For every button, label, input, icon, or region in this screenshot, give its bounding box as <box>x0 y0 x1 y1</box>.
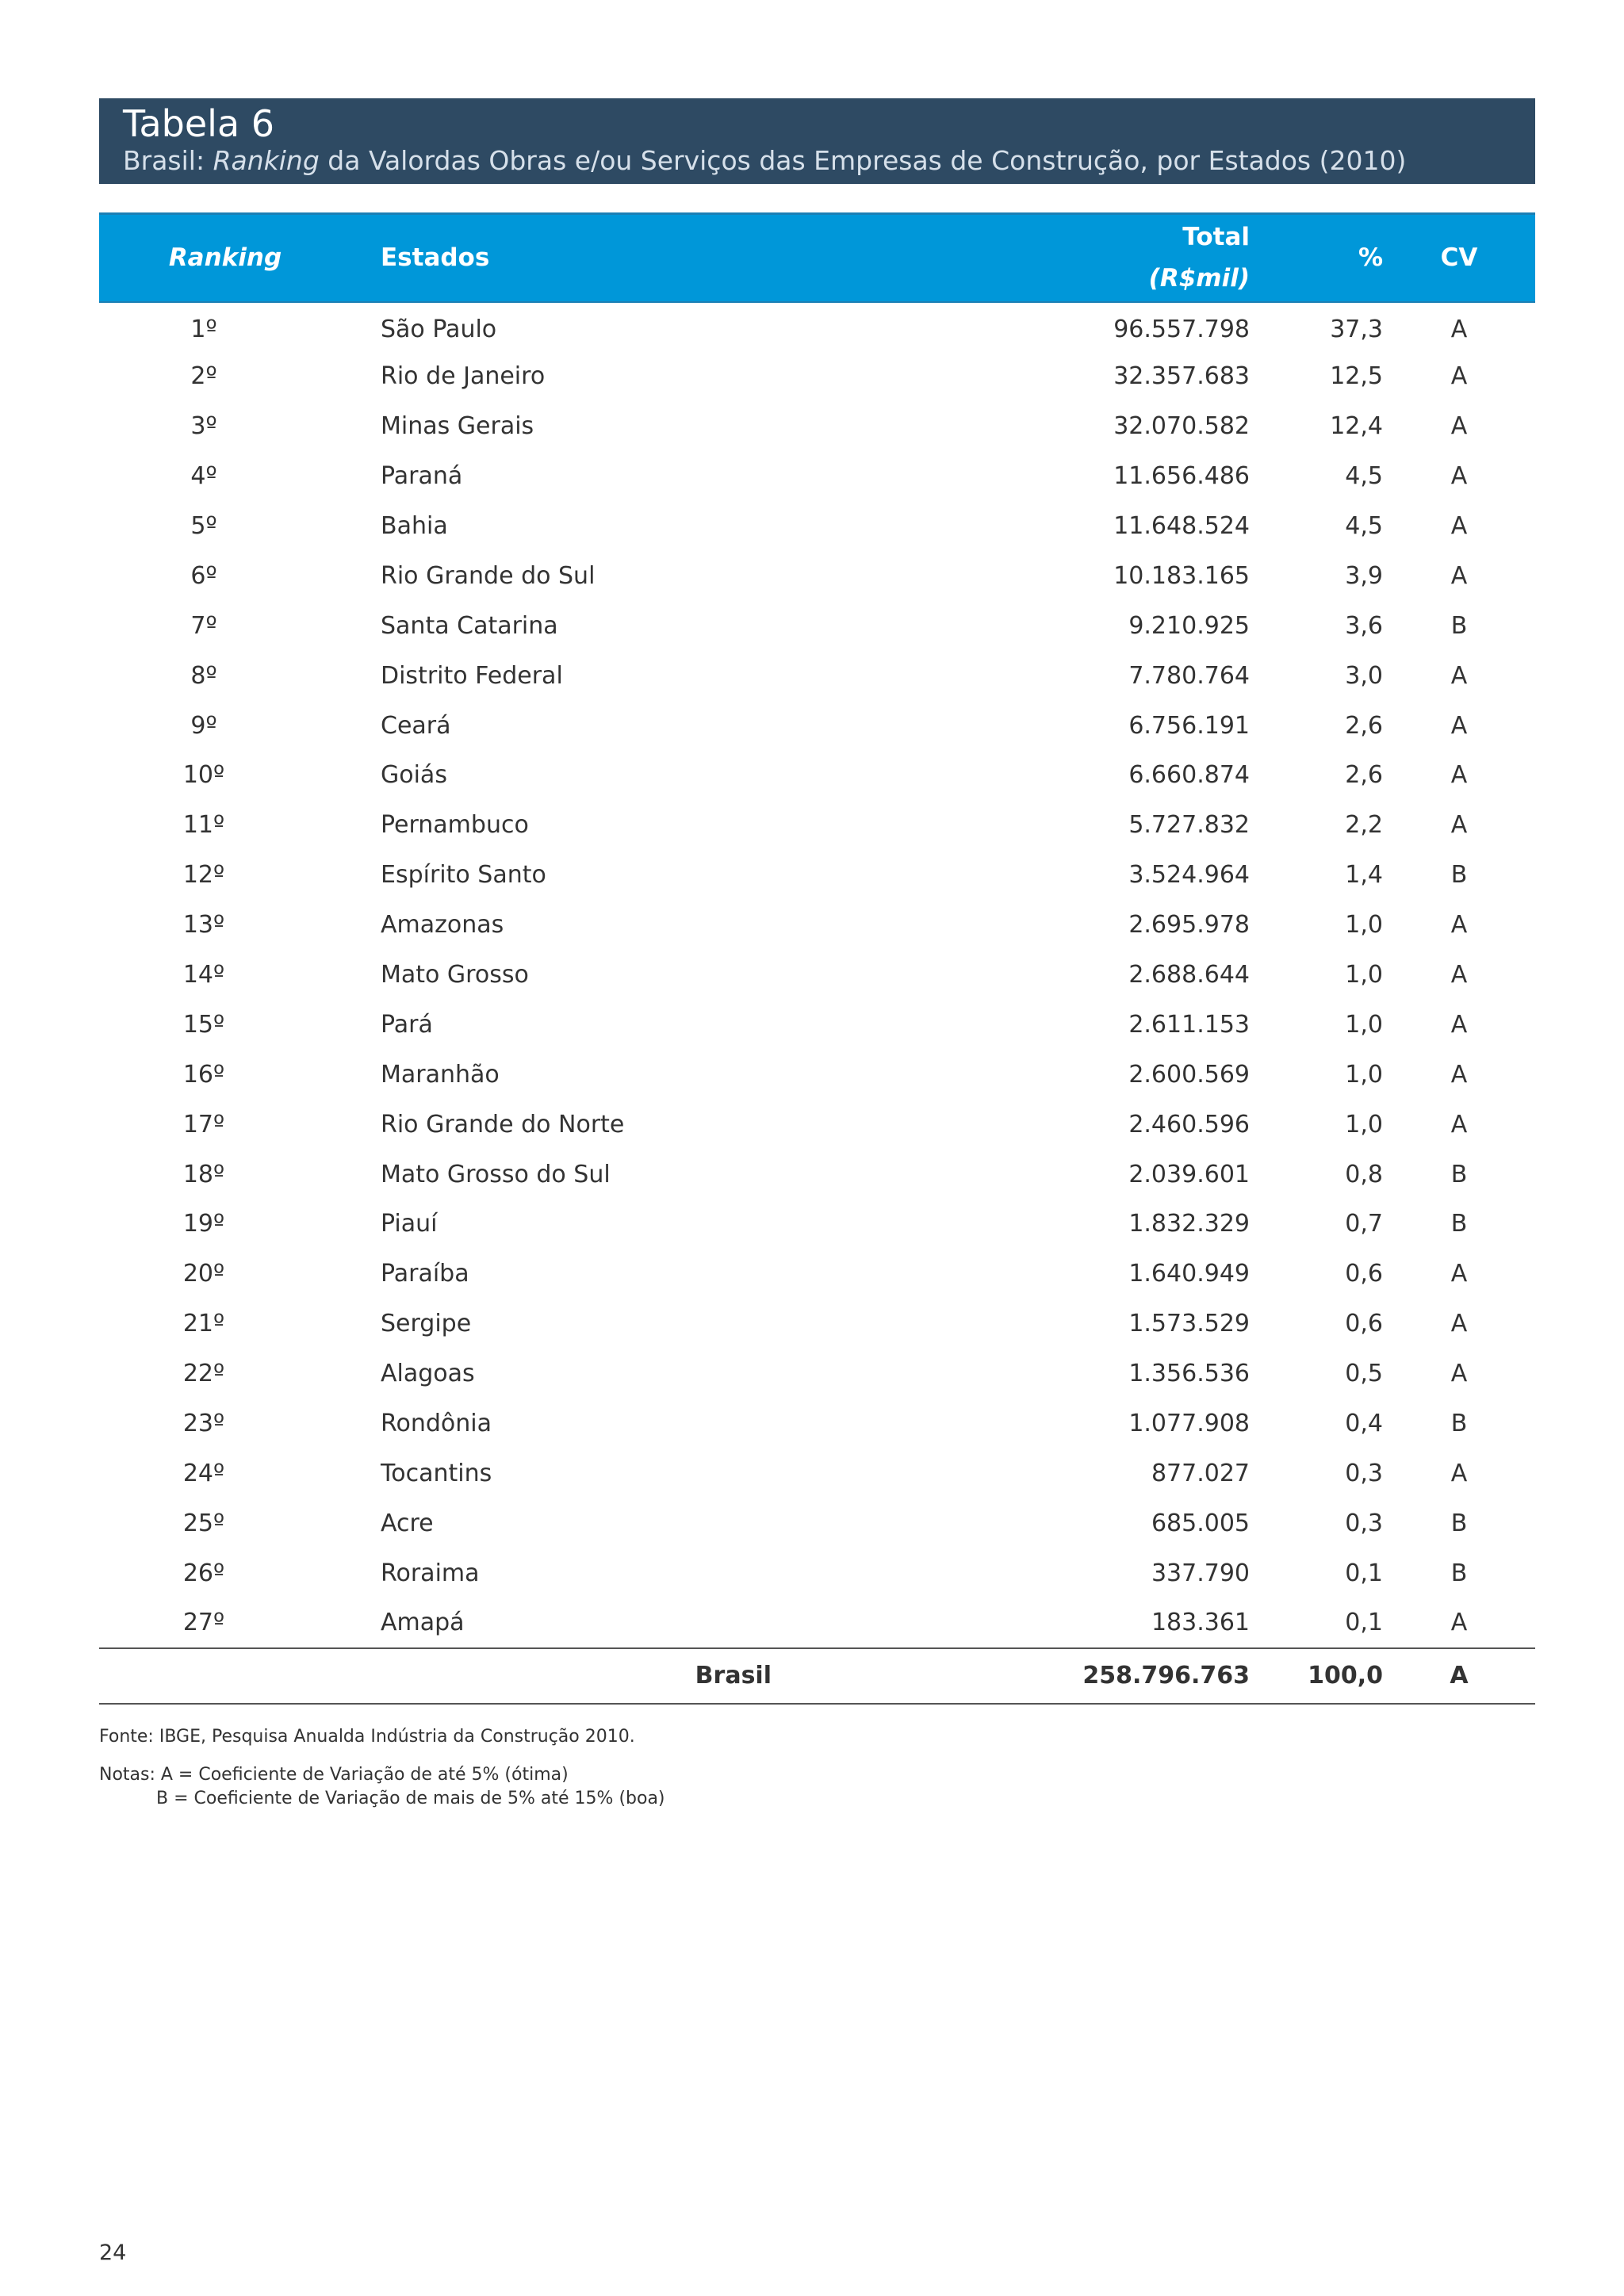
cell-percent: 4,5 <box>1345 462 1383 491</box>
cell-total: 1.356.536 <box>1128 1360 1250 1388</box>
cell-rank: 3º <box>190 412 217 441</box>
table-row <box>99 551 1535 601</box>
cell-cv: A <box>1450 462 1468 491</box>
header-percent: % <box>1250 214 1383 302</box>
cell-cv: A <box>1450 911 1468 939</box>
header-total <box>772 214 1250 302</box>
cell-percent: 2,6 <box>1345 711 1383 740</box>
cell-percent: 0,8 <box>1345 1160 1383 1188</box>
table-row <box>99 800 1535 850</box>
table-body <box>99 302 1535 1704</box>
cell-state: Bahia <box>381 512 448 540</box>
table-row <box>99 1150 1535 1200</box>
cell-percent: 0,7 <box>1345 1210 1383 1238</box>
cell-state: Acre <box>381 1509 434 1537</box>
cell-total: 1.077.908 <box>1128 1410 1250 1438</box>
cell-rank: 9º <box>190 711 217 740</box>
cell-state: Distrito Federal <box>381 661 563 690</box>
cell-state: Amapá <box>381 1609 465 1637</box>
table-row <box>99 1050 1535 1100</box>
total-value: 258.796.763 <box>772 1648 1250 1704</box>
cell-total: 2.039.601 <box>1128 1160 1250 1188</box>
cell-rank: 17º <box>182 1110 225 1138</box>
cell-rank: 2º <box>190 362 217 391</box>
cell-rank: 7º <box>190 611 217 640</box>
cell-percent: 1,0 <box>1345 1010 1383 1039</box>
table-row <box>99 1000 1535 1050</box>
table-row <box>99 1100 1535 1150</box>
cell-total: 1.640.949 <box>1128 1260 1250 1288</box>
cell-percent: 12,5 <box>1330 362 1383 391</box>
cell-percent: 1,4 <box>1345 861 1383 890</box>
table-row <box>99 601 1535 651</box>
table-row <box>99 401 1535 451</box>
table-header <box>99 214 1535 302</box>
cell-total: 2.460.596 <box>1128 1110 1250 1138</box>
cell-cv: A <box>1450 1609 1468 1637</box>
cell-total: 6.660.874 <box>1128 761 1250 790</box>
cell-state: Maranhão <box>381 1060 500 1089</box>
cell-total: 2.695.978 <box>1128 911 1250 939</box>
subtitle-rest: da Valordas Obras e/ou Serviços das Empresas de Construção, por Estados (2010) <box>319 145 1407 176</box>
cell-percent: 0,1 <box>1345 1609 1383 1637</box>
cell-cv: A <box>1450 362 1468 391</box>
cell-total: 11.648.524 <box>1113 512 1250 540</box>
cell-percent: 1,0 <box>1345 961 1383 989</box>
cell-rank: 19º <box>182 1210 225 1238</box>
cell-cv: A <box>1450 412 1468 441</box>
table-row <box>99 751 1535 801</box>
total-cv: A <box>1383 1648 1535 1704</box>
cell-rank: 11º <box>182 811 225 840</box>
table-row <box>99 1598 1535 1648</box>
cell-percent: 0,3 <box>1345 1459 1383 1487</box>
cell-total: 2.600.569 <box>1128 1060 1250 1089</box>
cell-state: Santa Catarina <box>381 611 558 640</box>
table-row <box>99 1200 1535 1249</box>
table-row <box>99 1399 1535 1448</box>
cell-rank: 10º <box>182 761 225 790</box>
cell-percent: 2,2 <box>1345 811 1383 840</box>
cell-percent: 3,9 <box>1345 561 1383 590</box>
cell-percent: 0,5 <box>1345 1360 1383 1388</box>
cell-state: Mato Grosso do Sul <box>381 1160 611 1188</box>
table-row <box>99 651 1535 701</box>
cell-rank: 24º <box>182 1459 225 1487</box>
cell-state: Alagoas <box>381 1360 475 1388</box>
cell-cv: A <box>1450 1110 1468 1138</box>
cell-cv: B <box>1450 1210 1468 1238</box>
cell-cv: B <box>1450 1160 1468 1188</box>
cell-cv: A <box>1450 1360 1468 1388</box>
cell-state: Piauí <box>381 1210 438 1238</box>
cell-state: Rio Grande do Norte <box>381 1110 625 1138</box>
ranking-table <box>99 212 1535 1705</box>
table-row <box>99 451 1535 501</box>
cell-percent: 1,0 <box>1345 911 1383 939</box>
cell-percent: 0,6 <box>1345 1260 1383 1288</box>
cell-state: Rio de Janeiro <box>381 362 546 391</box>
cell-total: 1.573.529 <box>1128 1310 1250 1338</box>
cell-rank: 26º <box>182 1559 225 1587</box>
table-row <box>99 1249 1535 1299</box>
cell-rank: 4º <box>190 462 217 491</box>
cell-state: Mato Grosso <box>381 961 529 989</box>
table-row <box>99 1548 1535 1598</box>
cell-rank: 12º <box>182 861 225 890</box>
cell-total: 7.780.764 <box>1128 661 1250 690</box>
cell-state: Paraná <box>381 462 463 491</box>
cell-state: Pernambuco <box>381 811 529 840</box>
cell-rank: 20º <box>182 1260 225 1288</box>
table-row <box>99 302 1535 352</box>
note-b: B = Coeficiente de Variação de mais de 5% até 15% (boa) <box>156 1789 665 1808</box>
cell-state: Minas Gerais <box>381 412 534 441</box>
cell-percent: 1,0 <box>1345 1110 1383 1138</box>
cell-cv: B <box>1450 1410 1468 1438</box>
table-notes <box>99 1725 665 1811</box>
cell-cv: B <box>1450 1559 1468 1587</box>
cell-state: Sergipe <box>381 1310 472 1338</box>
cell-rank: 15º <box>182 1010 225 1039</box>
table-row <box>99 950 1535 1000</box>
cell-cv: A <box>1450 1459 1468 1487</box>
cell-cv: A <box>1450 761 1468 790</box>
table-row <box>99 1498 1535 1548</box>
header-total-label: Total <box>1182 223 1250 252</box>
total-empty <box>99 1648 351 1704</box>
cell-rank: 1º <box>190 315 217 343</box>
cell-rank: 27º <box>182 1609 225 1637</box>
cell-cv: A <box>1450 1010 1468 1039</box>
cell-cv: A <box>1450 711 1468 740</box>
total-percent: 100,0 <box>1250 1648 1383 1704</box>
cell-total: 337.790 <box>1151 1559 1250 1587</box>
header-cv: CV <box>1383 214 1535 302</box>
cell-cv: A <box>1450 561 1468 590</box>
cell-percent: 4,5 <box>1345 512 1383 540</box>
table-row <box>99 850 1535 900</box>
cell-percent: 12,4 <box>1330 412 1383 441</box>
cell-rank: 5º <box>190 512 217 540</box>
cell-total: 685.005 <box>1151 1509 1250 1537</box>
table-title: Tabela 6 <box>123 102 275 145</box>
cell-total: 183.361 <box>1151 1609 1250 1637</box>
cell-cv: A <box>1450 811 1468 840</box>
cell-rank: 14º <box>182 961 225 989</box>
table-row <box>99 1349 1535 1399</box>
cell-rank: 22º <box>182 1360 225 1388</box>
cell-percent: 37,3 <box>1330 315 1383 343</box>
cell-total: 11.656.486 <box>1113 462 1250 491</box>
cell-state: Tocantins <box>381 1459 492 1487</box>
cell-state: Espírito Santo <box>381 861 546 890</box>
cell-total: 10.183.165 <box>1113 561 1250 590</box>
cell-cv: A <box>1450 961 1468 989</box>
cell-rank: 25º <box>182 1509 225 1537</box>
cell-state: Paraíba <box>381 1260 469 1288</box>
cell-cv: B <box>1450 861 1468 890</box>
cell-rank: 13º <box>182 911 225 939</box>
cell-cv: A <box>1450 1310 1468 1338</box>
cell-rank: 6º <box>190 561 217 590</box>
cell-percent: 2,6 <box>1345 761 1383 790</box>
cell-percent: 0,4 <box>1345 1410 1383 1438</box>
cell-cv: A <box>1450 661 1468 690</box>
cell-percent: 0,6 <box>1345 1310 1383 1338</box>
table-row <box>99 900 1535 950</box>
cell-cv: A <box>1450 1260 1468 1288</box>
cell-total: 3.524.964 <box>1128 861 1250 890</box>
cell-rank: 16º <box>182 1060 225 1089</box>
cell-total: 2.688.644 <box>1128 961 1250 989</box>
cell-total: 2.611.153 <box>1128 1010 1250 1039</box>
cell-percent: 1,0 <box>1345 1060 1383 1089</box>
page-number: 24 <box>99 2241 127 2265</box>
table-row <box>99 351 1535 401</box>
table-row <box>99 1448 1535 1498</box>
cell-total: 6.756.191 <box>1128 711 1250 740</box>
cell-total: 877.027 <box>1151 1459 1250 1487</box>
table-subtitle <box>123 145 1535 177</box>
cell-state: Ceará <box>381 711 451 740</box>
cell-rank: 23º <box>182 1410 225 1438</box>
cell-state: Rondônia <box>381 1410 492 1438</box>
cell-total: 96.557.798 <box>1113 315 1250 343</box>
subtitle-prefix: Brasil: <box>123 145 213 176</box>
subtitle-italic: Ranking <box>213 145 320 176</box>
cell-rank: 21º <box>182 1310 225 1338</box>
cell-cv: A <box>1450 315 1468 343</box>
table-row <box>99 501 1535 551</box>
cell-cv: B <box>1450 1509 1468 1537</box>
table-title-banner <box>99 98 1535 184</box>
cell-state: Roraima <box>381 1559 480 1587</box>
cell-cv: A <box>1450 1060 1468 1089</box>
header-estados: Estados <box>351 214 772 302</box>
cell-total: 1.832.329 <box>1128 1210 1250 1238</box>
cell-state: São Paulo <box>381 315 497 343</box>
cell-cv: A <box>1450 512 1468 540</box>
cell-total: 32.070.582 <box>1113 412 1250 441</box>
total-row <box>99 1648 1535 1704</box>
cell-rank: 8º <box>190 661 217 690</box>
cell-total: 32.357.683 <box>1113 362 1250 391</box>
cell-state: Amazonas <box>381 911 504 939</box>
cell-percent: 3,6 <box>1345 611 1383 640</box>
cell-percent: 0,1 <box>1345 1559 1383 1587</box>
total-label: Brasil <box>351 1648 772 1704</box>
header-ranking: Ranking <box>99 214 351 302</box>
header-total-unit: (R$mil) <box>1148 264 1250 293</box>
table-row <box>99 1299 1535 1349</box>
cell-cv: B <box>1450 611 1468 640</box>
cell-total: 9.210.925 <box>1128 611 1250 640</box>
cell-state: Goiás <box>381 761 447 790</box>
source-note: Fonte: IBGE, Pesquisa Anualda Indústria da Construção 2010. <box>99 1727 635 1747</box>
cell-total: 5.727.832 <box>1128 811 1250 840</box>
note-a: Notas: A = Coeficiente de Variação de até 5% (ótima) <box>99 1765 569 1785</box>
cell-percent: 0,3 <box>1345 1509 1383 1537</box>
cell-state: Pará <box>381 1010 433 1039</box>
cell-state: Rio Grande do Sul <box>381 561 596 590</box>
cell-percent: 3,0 <box>1345 661 1383 690</box>
cell-rank: 18º <box>182 1160 225 1188</box>
table-row <box>99 701 1535 751</box>
